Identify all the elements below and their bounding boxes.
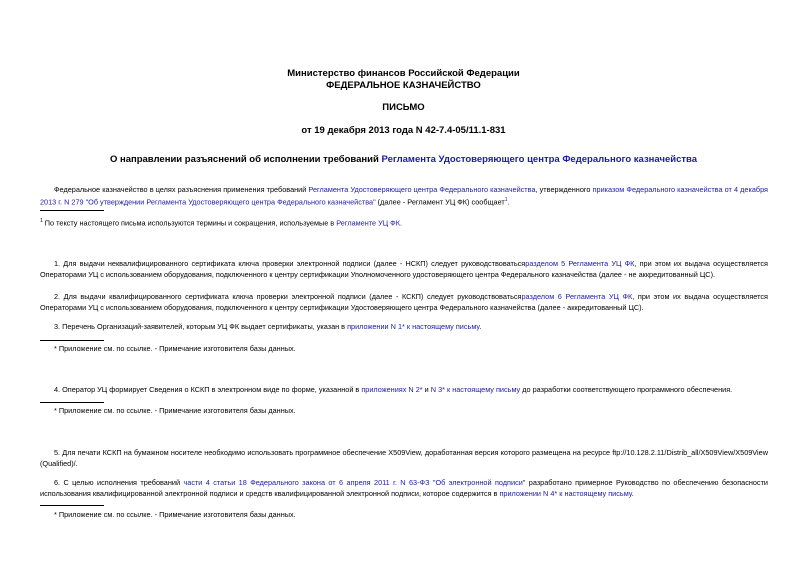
note-divider-3 — [40, 505, 104, 506]
note-divider-2 — [40, 402, 104, 403]
footnote-end: . — [399, 218, 402, 228]
intro-text-3: (далее - Регламент УЦ ФК) сообщает — [375, 197, 505, 207]
p6-text-1: 6. С целью исполнения требований — [54, 478, 184, 487]
p2-text-2: , при этом их выдача осуществляется Операторами УЦ с использованием оборудования, подключенного к центру сертификации Удостоверяющего центра Федерального казначейства (далее - аккредитованный ЦС). — [40, 292, 768, 312]
p6-appendix-4-link[interactable]: приложении N 4* к настоящему письму — [499, 489, 632, 498]
intro-text-1: Федеральное казначейство в целях разъяснения применения требований — [54, 185, 309, 194]
db-note-3: * Приложение см. по ссылке. - Примечание изготовителя базы данных. — [54, 510, 296, 519]
paragraph-1 — [40, 258, 768, 280]
db-note-1: * Приложение см. по ссылке. - Примечание изготовителя базы данных. — [54, 344, 296, 353]
paragraph-6 — [40, 477, 768, 499]
intro-paragraph — [40, 184, 768, 207]
title-prefix: О направлении разъяснений об исполнении требований — [109, 154, 382, 165]
p4-text-3: до разработки соответствующего программного обеспечения. — [520, 385, 733, 394]
footnote-marker: 1 — [40, 218, 43, 224]
p4-text-1: 4. Оператор УЦ формирует Сведения о КСКП в электронном виде по форме, указанной в — [54, 385, 362, 394]
note-divider-1 — [40, 340, 104, 341]
footnote-1 — [40, 216, 768, 228]
p4-text-2: и — [422, 385, 431, 394]
ministry-heading: Министерство финансов Российской Федерации — [287, 68, 520, 79]
db-note-2: * Приложение см. по ссылке. - Примечание изготовителя базы данных. — [54, 406, 296, 415]
document-title — [0, 154, 807, 165]
intro-regulation-link[interactable]: Регламента Удостоверяющего центра Федерального казначейства — [308, 185, 536, 194]
document-type: ПИСЬМО — [382, 102, 425, 113]
p6-law-link[interactable]: части 4 статьи 18 Федерального закона от 6 апреля 2011 г. N 63-ФЗ "Об электронной подписи" — [183, 478, 526, 487]
footnote-text: По тексту настоящего письма используются термины и сокращения, используемые в — [42, 218, 337, 228]
p3-appendix-1-link[interactable]: приложении N 1* к настоящему письму — [347, 322, 480, 331]
p3-text-2: . — [479, 322, 482, 331]
title-regulation-link[interactable]: Регламента Удостоверяющего центра Федерального казначейства — [381, 154, 698, 165]
p1-text-1: 1. Для выдачи неквалифицированного сертификата ключа проверки электронной подписи (далее - НСКП) следует руководствоваться — [54, 259, 526, 268]
p6-text-3: . — [631, 489, 634, 498]
paragraph-2 — [40, 291, 768, 313]
p1-section-5-link[interactable]: разделом 5 Регламента УЦ ФК — [525, 259, 635, 268]
document-date-number: от 19 декабря 2013 года N 42-7.4-05/11.1-831 — [301, 125, 506, 136]
intro-text-2: , утвержденного — [535, 185, 593, 194]
footnote-regulation-link[interactable]: Регламенте УЦ ФК — [336, 218, 400, 228]
footnote-divider — [40, 210, 104, 211]
p2-section-6-link[interactable]: разделом 6 Регламента УЦ ФК — [521, 292, 633, 301]
p4-appendix-3-link[interactable]: N 3* к настоящему письму — [430, 385, 521, 394]
p3-text-1: 3. Перечень Организаций-заявителей, которым УЦ ФК выдает сертификаты, указан в — [54, 322, 348, 331]
intro-text-4: . — [507, 197, 510, 207]
p6-text-2: разработано примерное Руководство по обеспечению безопасности использования квалифицированной электронной подписи и средств квалифицированной электронной подписи, которое содержится в — [40, 478, 769, 498]
paragraph-3 — [40, 321, 768, 332]
p4-appendix-2-link[interactable]: приложениях N 2* — [361, 385, 423, 394]
p2-text-1: 2. Для выдачи квалифицированного сертификата ключа проверки электронной подписи (далее - КСКП) следует руководствоваться — [54, 292, 522, 301]
treasury-heading: ФЕДЕРАЛЬНОЕ КАЗНАЧЕЙСТВО — [326, 80, 481, 91]
footnote-ref[interactable]: 1 — [504, 197, 508, 203]
p1-text-2: , при этом их выдача осуществляется Операторами УЦ с использованием оборудования, подключенного к центру сертификации Уполномоченного удостоверяющего центра Федерального казначейства (далее - не аккредитованный ЦС). — [40, 259, 768, 279]
intro-order-link[interactable]: приказом Федерального казначейства от 4 декабря 2013 г. N 279 "Об утверждении Регламента Удостоверяющего центра Федерального казначейства" — [40, 185, 769, 207]
paragraph-4 — [40, 384, 768, 395]
paragraph-5: 5. Для печати КСКП на бумажном носителе необходимо использовать программное обеспечение X509View, доработанная версия которого размещена на ресурсе ftp://10.128.2.11/Distrib_all/X509View/X509View (Qualified)/. — [40, 448, 768, 468]
